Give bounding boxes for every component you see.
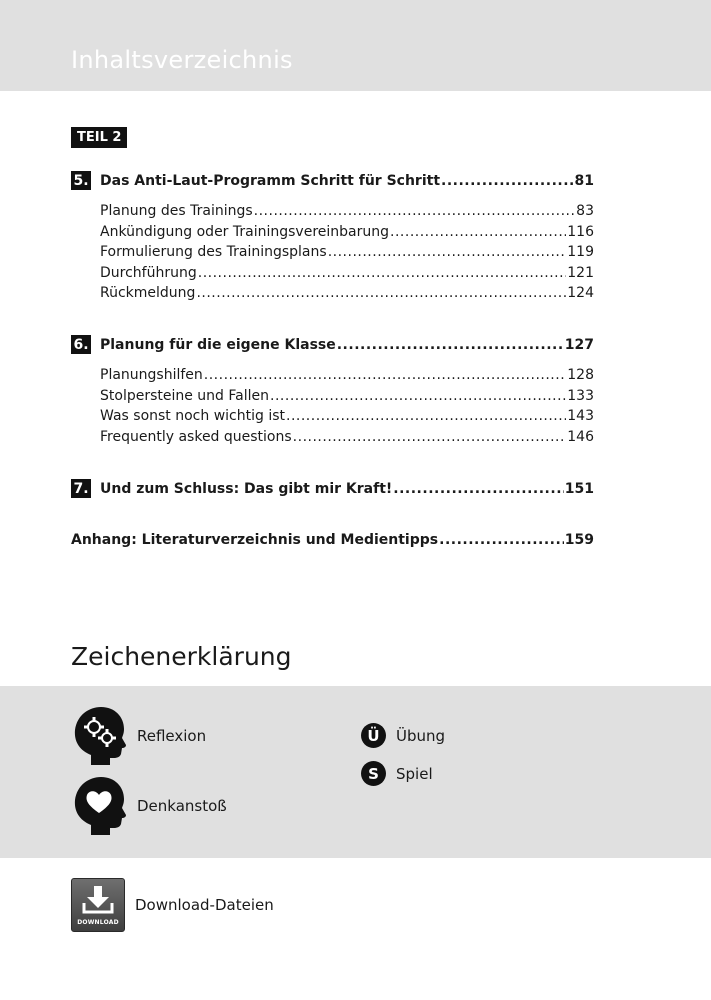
page-title: Inhaltsverzeichnis	[71, 46, 293, 74]
dot-leader	[204, 366, 566, 384]
toc-entry[interactable]	[100, 282, 594, 302]
letter-badge-icon: Ü	[361, 723, 386, 748]
toc-appendix[interactable]	[71, 529, 594, 549]
toc-entry-title: Durchführung	[100, 265, 197, 281]
legend-item-denkanstoss	[71, 775, 227, 837]
toc-page-number: 119	[567, 244, 594, 260]
toc-page-number: 124	[567, 285, 594, 301]
toc-entry[interactable]	[100, 200, 594, 220]
toc-entry-title: Planungshilfen	[100, 367, 203, 383]
dot-leader	[328, 243, 567, 261]
head-gears-icon	[71, 705, 127, 767]
toc-chapter-7[interactable]	[71, 478, 594, 498]
toc-entry[interactable]	[100, 241, 594, 261]
toc-entry[interactable]	[100, 426, 594, 446]
legend-label: Übung	[396, 726, 446, 745]
toc-page-number: 159	[564, 532, 594, 548]
legend-item-uebung	[361, 723, 445, 748]
chapter-number-badge: 5.	[71, 171, 91, 190]
toc-entry-title: Rückmeldung	[100, 285, 196, 301]
head-heart-icon	[71, 775, 127, 837]
dot-leader	[293, 428, 567, 446]
legend-item-download	[71, 878, 274, 932]
toc-entry-title: Stolpersteine und Fallen	[100, 388, 270, 404]
legend-label: Spiel	[396, 764, 433, 783]
dot-leader	[441, 172, 574, 190]
dot-leader	[286, 407, 566, 425]
toc-entry[interactable]	[100, 221, 594, 241]
dot-leader	[390, 223, 566, 241]
dot-leader	[198, 264, 567, 282]
toc-entry-title: Planung des Trainings	[100, 203, 253, 219]
download-caption: DOWNLOAD	[77, 919, 119, 926]
legend-label: Reflexion	[137, 727, 207, 745]
toc-entry[interactable]	[100, 262, 594, 282]
part-badge: TEIL 2	[71, 127, 127, 148]
toc-entry-title: Ankündigung oder Trainingsvereinbarung	[100, 224, 390, 240]
toc-entry[interactable]	[100, 405, 594, 425]
toc-page-number: 133	[567, 388, 594, 404]
legend-label: Download-Dateien	[135, 896, 274, 914]
legend-item-spiel	[361, 761, 433, 786]
toc-entry[interactable]	[100, 385, 594, 405]
legend-label: Denkanstoß	[137, 797, 227, 815]
toc-page-number: 81	[574, 173, 594, 189]
arrow-down-icon	[72, 881, 124, 921]
toc-page-number: 83	[576, 203, 594, 219]
dot-leader	[393, 480, 563, 498]
chapter-number-badge: 7.	[71, 479, 91, 498]
toc-appendix-title: Anhang: Literaturverzeichnis und Medientipps	[71, 532, 439, 548]
toc-page-number: 151	[564, 481, 594, 497]
legend-item-reflexion	[71, 705, 206, 767]
download-icon	[71, 878, 125, 932]
dot-leader	[337, 336, 564, 354]
dot-leader	[196, 284, 566, 302]
toc-chapter-title: Und zum Schluss: Das gibt mir Kraft!	[100, 481, 393, 497]
toc-entry-title: Frequently asked questions	[100, 429, 292, 445]
toc-page-number: 128	[567, 367, 594, 383]
toc-page-number: 116	[567, 224, 594, 240]
toc-entry-title: Formulierung des Trainingsplans	[100, 244, 327, 260]
dot-leader	[270, 387, 566, 405]
letter-badge-icon: S	[361, 761, 386, 786]
toc-entry[interactable]	[100, 364, 594, 384]
toc-chapter-6[interactable]	[71, 334, 594, 354]
dot-leader	[254, 202, 576, 220]
toc-page-number: 143	[567, 408, 594, 424]
toc-page-number: 146	[567, 429, 594, 445]
toc-chapter-5[interactable]	[71, 170, 594, 190]
dot-leader	[439, 531, 564, 549]
toc-page-number: 127	[564, 337, 594, 353]
chapter-number-badge: 6.	[71, 335, 91, 354]
toc-chapter-title: Planung für die eigene Klasse	[100, 337, 336, 353]
toc-page-number: 121	[567, 265, 594, 281]
toc-chapter-title: Das Anti-Laut-Programm Schritt für Schritt	[100, 173, 441, 189]
legend-title: Zeichenerklärung	[71, 642, 292, 671]
toc-entry-title: Was sonst noch wichtig ist	[100, 408, 285, 424]
